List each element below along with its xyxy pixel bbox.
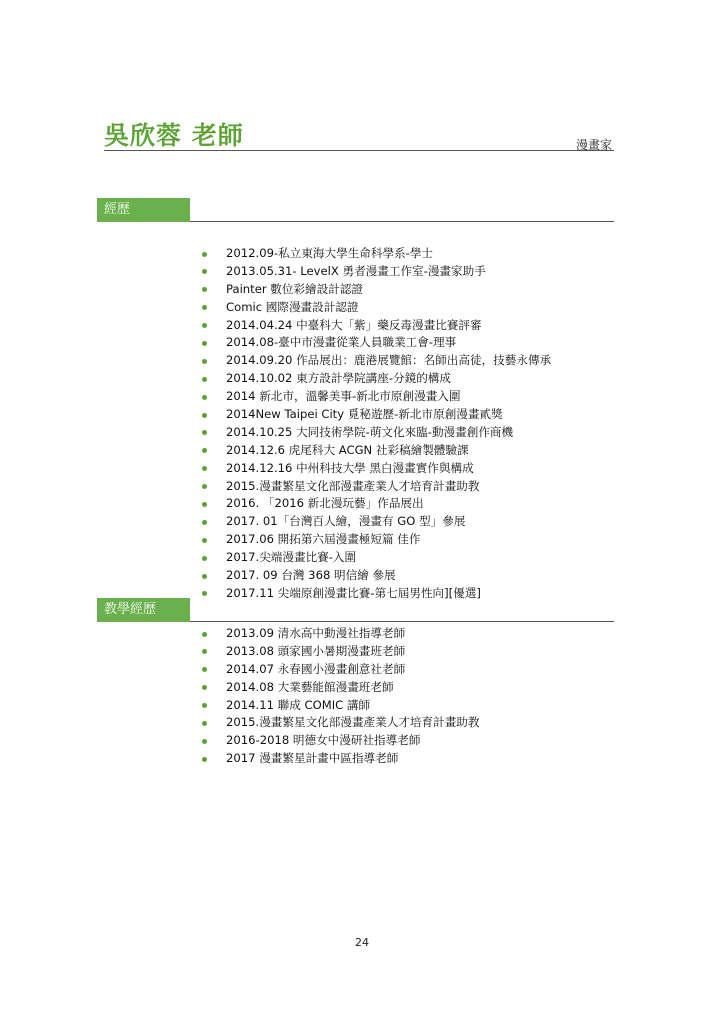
bullet-icon xyxy=(202,649,207,654)
list-item-text: 2015.漫畫繁星文化部漫畫產業人才培育計畫助教 xyxy=(226,715,480,730)
bullet-icon xyxy=(202,703,207,708)
list-item xyxy=(202,750,479,768)
bullet-icon xyxy=(202,574,207,579)
bullet-icon xyxy=(202,466,207,471)
section-tab-label: 經歷 xyxy=(97,198,190,222)
bullet-icon xyxy=(202,341,207,346)
bullet-icon xyxy=(202,413,207,418)
bullet-icon xyxy=(202,591,207,596)
list-item-text: 2014.12.16 中州科技大學 黑白漫畫實作與構成 xyxy=(226,460,474,475)
list-item xyxy=(202,442,551,460)
page-subtitle: 漫畫家 xyxy=(575,138,612,152)
list-item xyxy=(202,352,551,370)
list-item xyxy=(202,406,551,424)
list-item xyxy=(202,732,479,750)
bullet-icon xyxy=(202,632,207,637)
list-item-text: 2013.05.31- LevelX 勇者漫畫工作室-漫畫家助手 xyxy=(226,263,486,278)
list-item xyxy=(202,299,551,317)
list-item xyxy=(202,697,479,715)
list-item xyxy=(202,513,551,531)
bullet-icon xyxy=(202,757,207,762)
bullet-icon xyxy=(202,667,207,672)
list-item-text: 2013.09 清水高中動漫社指導老師 xyxy=(226,626,406,640)
bullet-icon xyxy=(202,520,207,525)
list-item xyxy=(202,495,551,513)
section-header-teaching xyxy=(97,598,614,622)
list-item-text: 2013.08 頭家國小暑期漫畫班老師 xyxy=(226,643,406,658)
list-item-text: 2016. 「2016 新北漫玩藝」作品展出 xyxy=(226,496,424,511)
bullet-icon xyxy=(202,502,207,507)
list-item xyxy=(202,643,479,661)
list-item xyxy=(202,531,551,549)
list-item-text: 2014.12.6 虎尾科大 ACGN 社彩稿繪製體驗課 xyxy=(226,442,469,457)
list-item-text: 2014.09.20 作品展出：鹿港展覽館：名師出高徒，技藝永傳承 xyxy=(226,353,552,368)
list-item-text: 2014.10.02 東方設計學院講座-分鏡的構成 xyxy=(226,371,451,386)
bullet-icon xyxy=(202,395,207,400)
section-header-experience xyxy=(97,198,614,222)
bullet-icon xyxy=(202,305,207,310)
list-item-text: 2016-2018 明德女中漫研社指導老師 xyxy=(226,733,421,748)
list-item-text: Comic 國際漫畫設計認證 xyxy=(226,299,359,314)
section-tab-label: 教學經歷 xyxy=(97,598,190,622)
list-item-text: 2017. 09 台灣 368 明信繪 參展 xyxy=(226,568,396,583)
list-item-text: 2014 新北市，溫馨美事-新北市原創漫畫入圍 xyxy=(226,389,461,404)
bullet-icon xyxy=(202,359,207,364)
list-item xyxy=(202,478,551,496)
list-item-text: 2014.11 聯成 COMIC 講師 xyxy=(226,697,371,712)
list-item-text: 2014.04.24 中臺科大「紫」藥反毒漫畫比賽評審 xyxy=(226,317,482,332)
bullet-icon xyxy=(202,685,207,690)
section-divider xyxy=(190,621,614,622)
list-item xyxy=(202,334,551,352)
list-item-text: 2012.09-私立東海大學生命科學系-學士 xyxy=(226,246,434,260)
list-item xyxy=(202,679,479,697)
list-item-text: 2014.08 大業藝能館漫畫班老師 xyxy=(226,679,394,694)
list-item xyxy=(202,661,479,679)
bullet-icon xyxy=(202,556,207,561)
list-item xyxy=(202,549,551,567)
list-item xyxy=(202,388,551,406)
list-item-text: 2014.07 永春國小漫畫創意社老師 xyxy=(226,661,406,676)
bullet-icon xyxy=(202,448,207,453)
list-item xyxy=(202,567,551,585)
page-title: 吳欣蓉 老師 xyxy=(104,121,244,150)
bullet-icon xyxy=(202,323,207,328)
bullet-icon xyxy=(202,721,207,726)
list-item-text: 2017.尖端漫畫比賽-入圍 xyxy=(226,550,357,565)
list-item-text: 2017 漫畫繁星計畫中區指導老師 xyxy=(226,751,399,766)
bullet-icon xyxy=(202,739,207,744)
bullet-icon xyxy=(202,538,207,543)
teaching-list xyxy=(202,625,479,768)
list-item-text: 2014.08-臺中市漫畫從業人員職業工會-理事 xyxy=(226,335,457,350)
bullet-icon xyxy=(202,377,207,382)
list-item-text: 2014.10.25 大同技術學院-萌文化來臨-動漫畫創作商機 xyxy=(226,424,514,439)
list-item xyxy=(202,263,551,281)
list-item xyxy=(202,714,479,732)
bullet-icon xyxy=(202,252,207,257)
list-item-text: 2014New Taipei City 覓秘遊歷-新北市原創漫畫貳獎 xyxy=(226,407,503,422)
bullet-icon xyxy=(202,484,207,489)
list-item xyxy=(202,460,551,478)
bullet-icon xyxy=(202,269,207,274)
list-item-text: Painter 數位彩繪設計認證 xyxy=(226,281,364,296)
list-item xyxy=(202,317,551,335)
experience-list xyxy=(202,245,551,603)
section-divider xyxy=(190,221,614,222)
list-item xyxy=(202,245,551,263)
page-number: 24 xyxy=(355,936,369,949)
list-item-text: 2017. 01「台灣百人繪，漫畫有 GO 型」參展 xyxy=(226,514,466,529)
list-item xyxy=(202,370,551,388)
title-divider xyxy=(104,150,614,151)
list-item xyxy=(202,625,479,643)
list-item-text: 2015.漫畫繁星文化部漫畫產業人才培育計畫助教 xyxy=(226,478,480,493)
bullet-icon xyxy=(202,287,207,292)
bullet-icon xyxy=(202,430,207,435)
list-item-text: 2017.06 開拓第六屆漫畫極短篇 佳作 xyxy=(226,532,421,547)
list-item xyxy=(202,281,551,299)
list-item-text: 2017.11 尖端原創漫畫比賽-第七屆男性向][優選] xyxy=(226,585,481,600)
list-item xyxy=(202,424,551,442)
